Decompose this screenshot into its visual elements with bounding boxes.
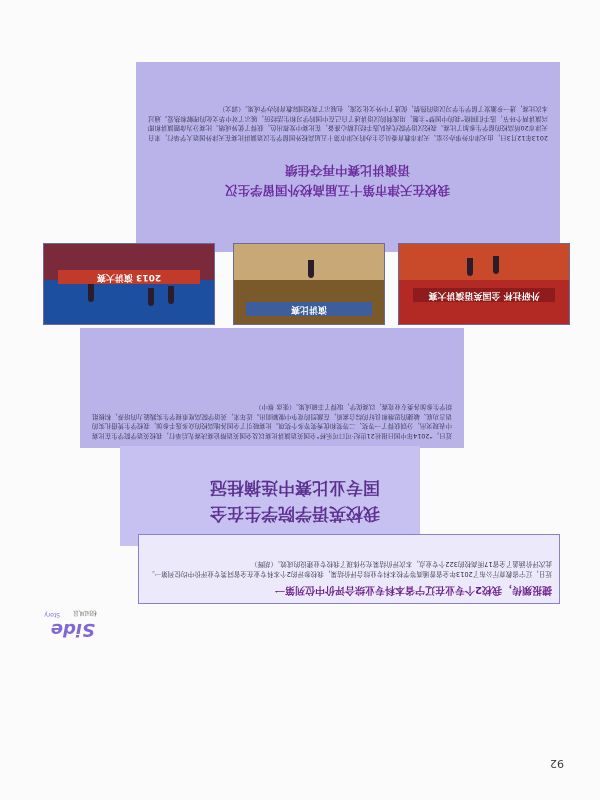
photo-middle-banner: 演讲比赛 (246, 302, 372, 316)
section-sub-label: Story (44, 611, 60, 618)
article-top-headline-1: 我校在天津市第十五届高校外国留学生汉 (224, 183, 450, 198)
page-number: 92 (550, 757, 564, 770)
notice-body: 近日，辽宁省教育厅公布了2013年全省普通高等学校本科专业综合评价结果，我校参评的2个本科专业在全省同类专业评价中均位列第一。此次评价涵盖了全省17所高校的322个专业点，本次评价结果充分体现了我校专业建设的成效。（胡辉） (148, 560, 552, 578)
article-mid-headline-1: 我校英语学院学生在全 (210, 503, 380, 523)
notice-headline: 捷报频传，我校2个专业在辽宁省本科专业综合评价中位列第一 (275, 584, 552, 595)
section-logo: Side (50, 619, 95, 640)
article-mid-body: 近日，“2014年中国日报社21世纪·可口可乐杯”全国英语演讲比赛以及全国英语辩论赛决赛先后举行，我校英语学院学生在比赛中表现突出，分别获得了一等奖、二等奖和优秀奖等多个奖项。比赛吸引了全国各地高校的众多选手参加，我校学生凭借扎实的语言功底、敏捷的思维和良好的综合素质，在激烈的竞争中脱颖而出。近年来，英语学院高度重视学生实践能力的培养，积极组织学生参加各类专业竞赛，以赛促学，取得了丰硕成果。（张彦 蔡中） (92, 403, 452, 440)
article-top-body: 2013年12月3日，由天津市外事办公室、天津市教育委员会主办的天津市第十五届高校外国留学生汉语演讲比赛在天津外国语大学举行，来自天津市20所高校的留学生参加了比赛。我校汉语学院代表队选手经过精心准备，在比赛中发挥出色，获得了优异成绩。比赛分为命题演讲和即兴演讲两个环节，选手们围绕“我的中国梦”主题，用流利的汉语讲述了自己在中国的学习和生活经历，展示了对中华文化的理解和热爱。通过本次比赛，进一步激发了留学生学习汉语的热情，促进了中外文化交流，也展示了我校国际教育的办学成果。（郭文） (148, 105, 548, 142)
article-mid-headline-2: 国专业比赛中连摘桂冠 (210, 477, 380, 497)
section-chinese-label: 校园风景 (72, 609, 97, 616)
article-top-headline-2: 语演讲比赛中再夺佳绩 (284, 163, 410, 178)
photo-left-banner: 外研社杯 全国英语演讲大赛 (413, 288, 556, 302)
photo-left (398, 243, 570, 325)
photo-right-banner: 2013 演讲大赛 (58, 270, 201, 284)
photo-middle (233, 243, 385, 325)
photo-right (43, 243, 215, 325)
